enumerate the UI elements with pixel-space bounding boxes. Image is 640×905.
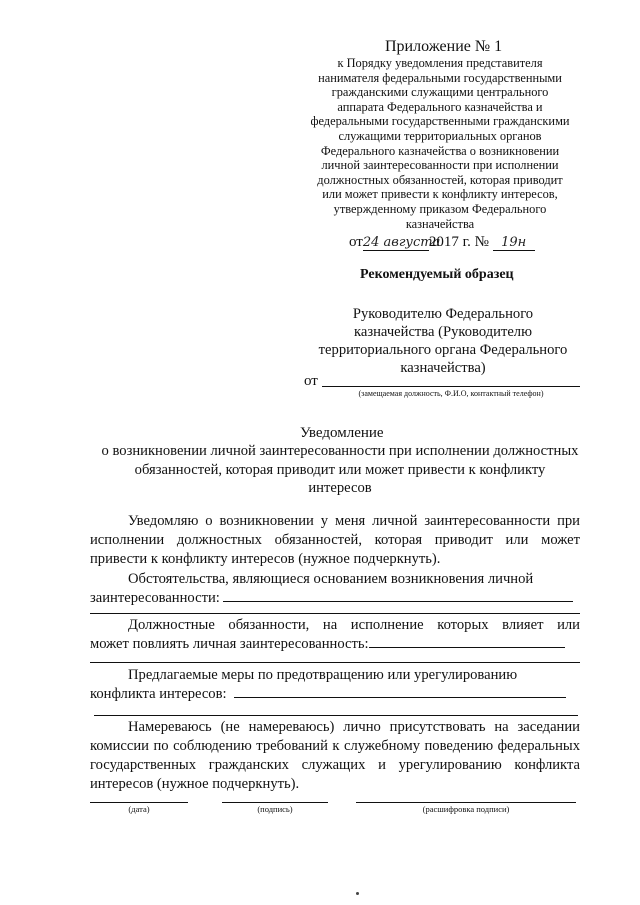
appendix-line: аппарата Федерального казначейства и [337, 99, 543, 114]
notice-subtitle-line: интересов [308, 480, 372, 496]
appendix-line: Федерального казначейства о возникновении [320, 143, 560, 158]
appendix-line: к Порядку уведомления представителя [337, 56, 543, 70]
measures-label: конфликта интересов: [90, 686, 227, 702]
decoding-caption: (расшифровка подписи) [422, 804, 510, 814]
paragraph-measures [90, 666, 580, 704]
notice-title: Уведомление [300, 425, 384, 441]
paragraph-notification: Уведомляю о возникновении у меня личной заинтересованности при исполнении должностных обязанностей, которая приводит или может привести к конфликту интересов (нужное подчеркнуть). [90, 513, 580, 567]
paragraph-circumstances [90, 570, 580, 608]
duties-extra-line[interactable] [90, 662, 580, 663]
duties-label: может повлиять личная заинтересованность: [90, 636, 369, 652]
measures-extra-line[interactable] [94, 715, 578, 716]
circumstances-line-1: Обстоятельства, являющиеся основанием возникновения личной [128, 571, 534, 587]
decoding-line[interactable] [356, 802, 576, 803]
appendix-description [300, 56, 580, 231]
duties-line-1: Должностные обязанности, на исполнение которых влияет или [128, 617, 580, 633]
order-date-handwritten: 24 августа [362, 235, 441, 250]
duties-line-2-row [90, 635, 580, 654]
notice-subtitle [90, 442, 590, 498]
circumstances-fill-line[interactable] [223, 589, 573, 602]
from-label: от [304, 373, 318, 389]
appendix-line: утвержденному приказом Федерального [333, 201, 547, 216]
appendix-line: служащими территориальных органов [338, 128, 542, 143]
scan-dot [356, 892, 359, 895]
appendix-line: личной заинтересованности при исполнении [321, 158, 559, 173]
order-prefix: от [349, 234, 363, 250]
appendix-line: нанимателя федеральными государственными [318, 70, 562, 85]
circumstances-label: заинтересованности: [90, 590, 220, 606]
addressee-line: казначейства (Руководителю [354, 324, 532, 340]
circumstances-line-2-row [90, 589, 580, 608]
appendix-title: Приложение № 1 [385, 38, 503, 55]
addressee-line: Руководителю Федерального [352, 306, 534, 322]
addressee-line: казначейства) [400, 360, 486, 376]
measures-line-2-row [90, 685, 580, 704]
notice-subtitle-line: обязанностей, которая приводит или может привести к конфликту [134, 461, 546, 478]
duties-fill-line[interactable] [369, 635, 565, 648]
appendix-line: или может привести к конфликту интересов, [322, 187, 558, 202]
addressee-block [312, 305, 574, 377]
notice-subtitle-line: о возникновении личной заинтересованности при исполнении должностных [101, 443, 579, 459]
appendix-line: должностных обязанностей, которая приводит [317, 172, 563, 187]
appendix-line: федеральными государственными гражданскими [310, 114, 570, 129]
sample-label: Рекомендуемый образец [360, 267, 514, 282]
signature-caption: (подпись) [257, 804, 293, 814]
appendix-line: казначейства [405, 216, 475, 231]
date-line[interactable] [90, 802, 188, 803]
addressee-line: территориального органа Федерального [318, 342, 568, 358]
date-caption: (дата) [128, 804, 150, 814]
from-caption: (замещаемая должность, Ф.И.О, контактный телефон) [358, 389, 544, 398]
order-reference [349, 234, 535, 251]
from-field-line[interactable] [322, 386, 580, 387]
order-year: 2017 г. № [428, 234, 489, 250]
order-number-handwritten: 19н [493, 235, 535, 251]
circumstances-extra-line[interactable] [90, 613, 580, 614]
appendix-line: гражданскими служащими центрального [331, 85, 549, 100]
signature-line[interactable] [222, 802, 328, 803]
paragraph-duties [90, 616, 580, 654]
paragraph-attendance: Намереваюсь (не намереваюсь) лично присутствовать на заседании комиссии по соблюдению требований к служебному поведению федеральных государственных гражданских служащих и урегулированию конфликта интересов (нужное подчеркнуть). [90, 719, 580, 792]
measures-line-1: Предлагаемые меры по предотвращению или урегулированию [128, 667, 518, 683]
measures-fill-line[interactable] [234, 685, 566, 698]
